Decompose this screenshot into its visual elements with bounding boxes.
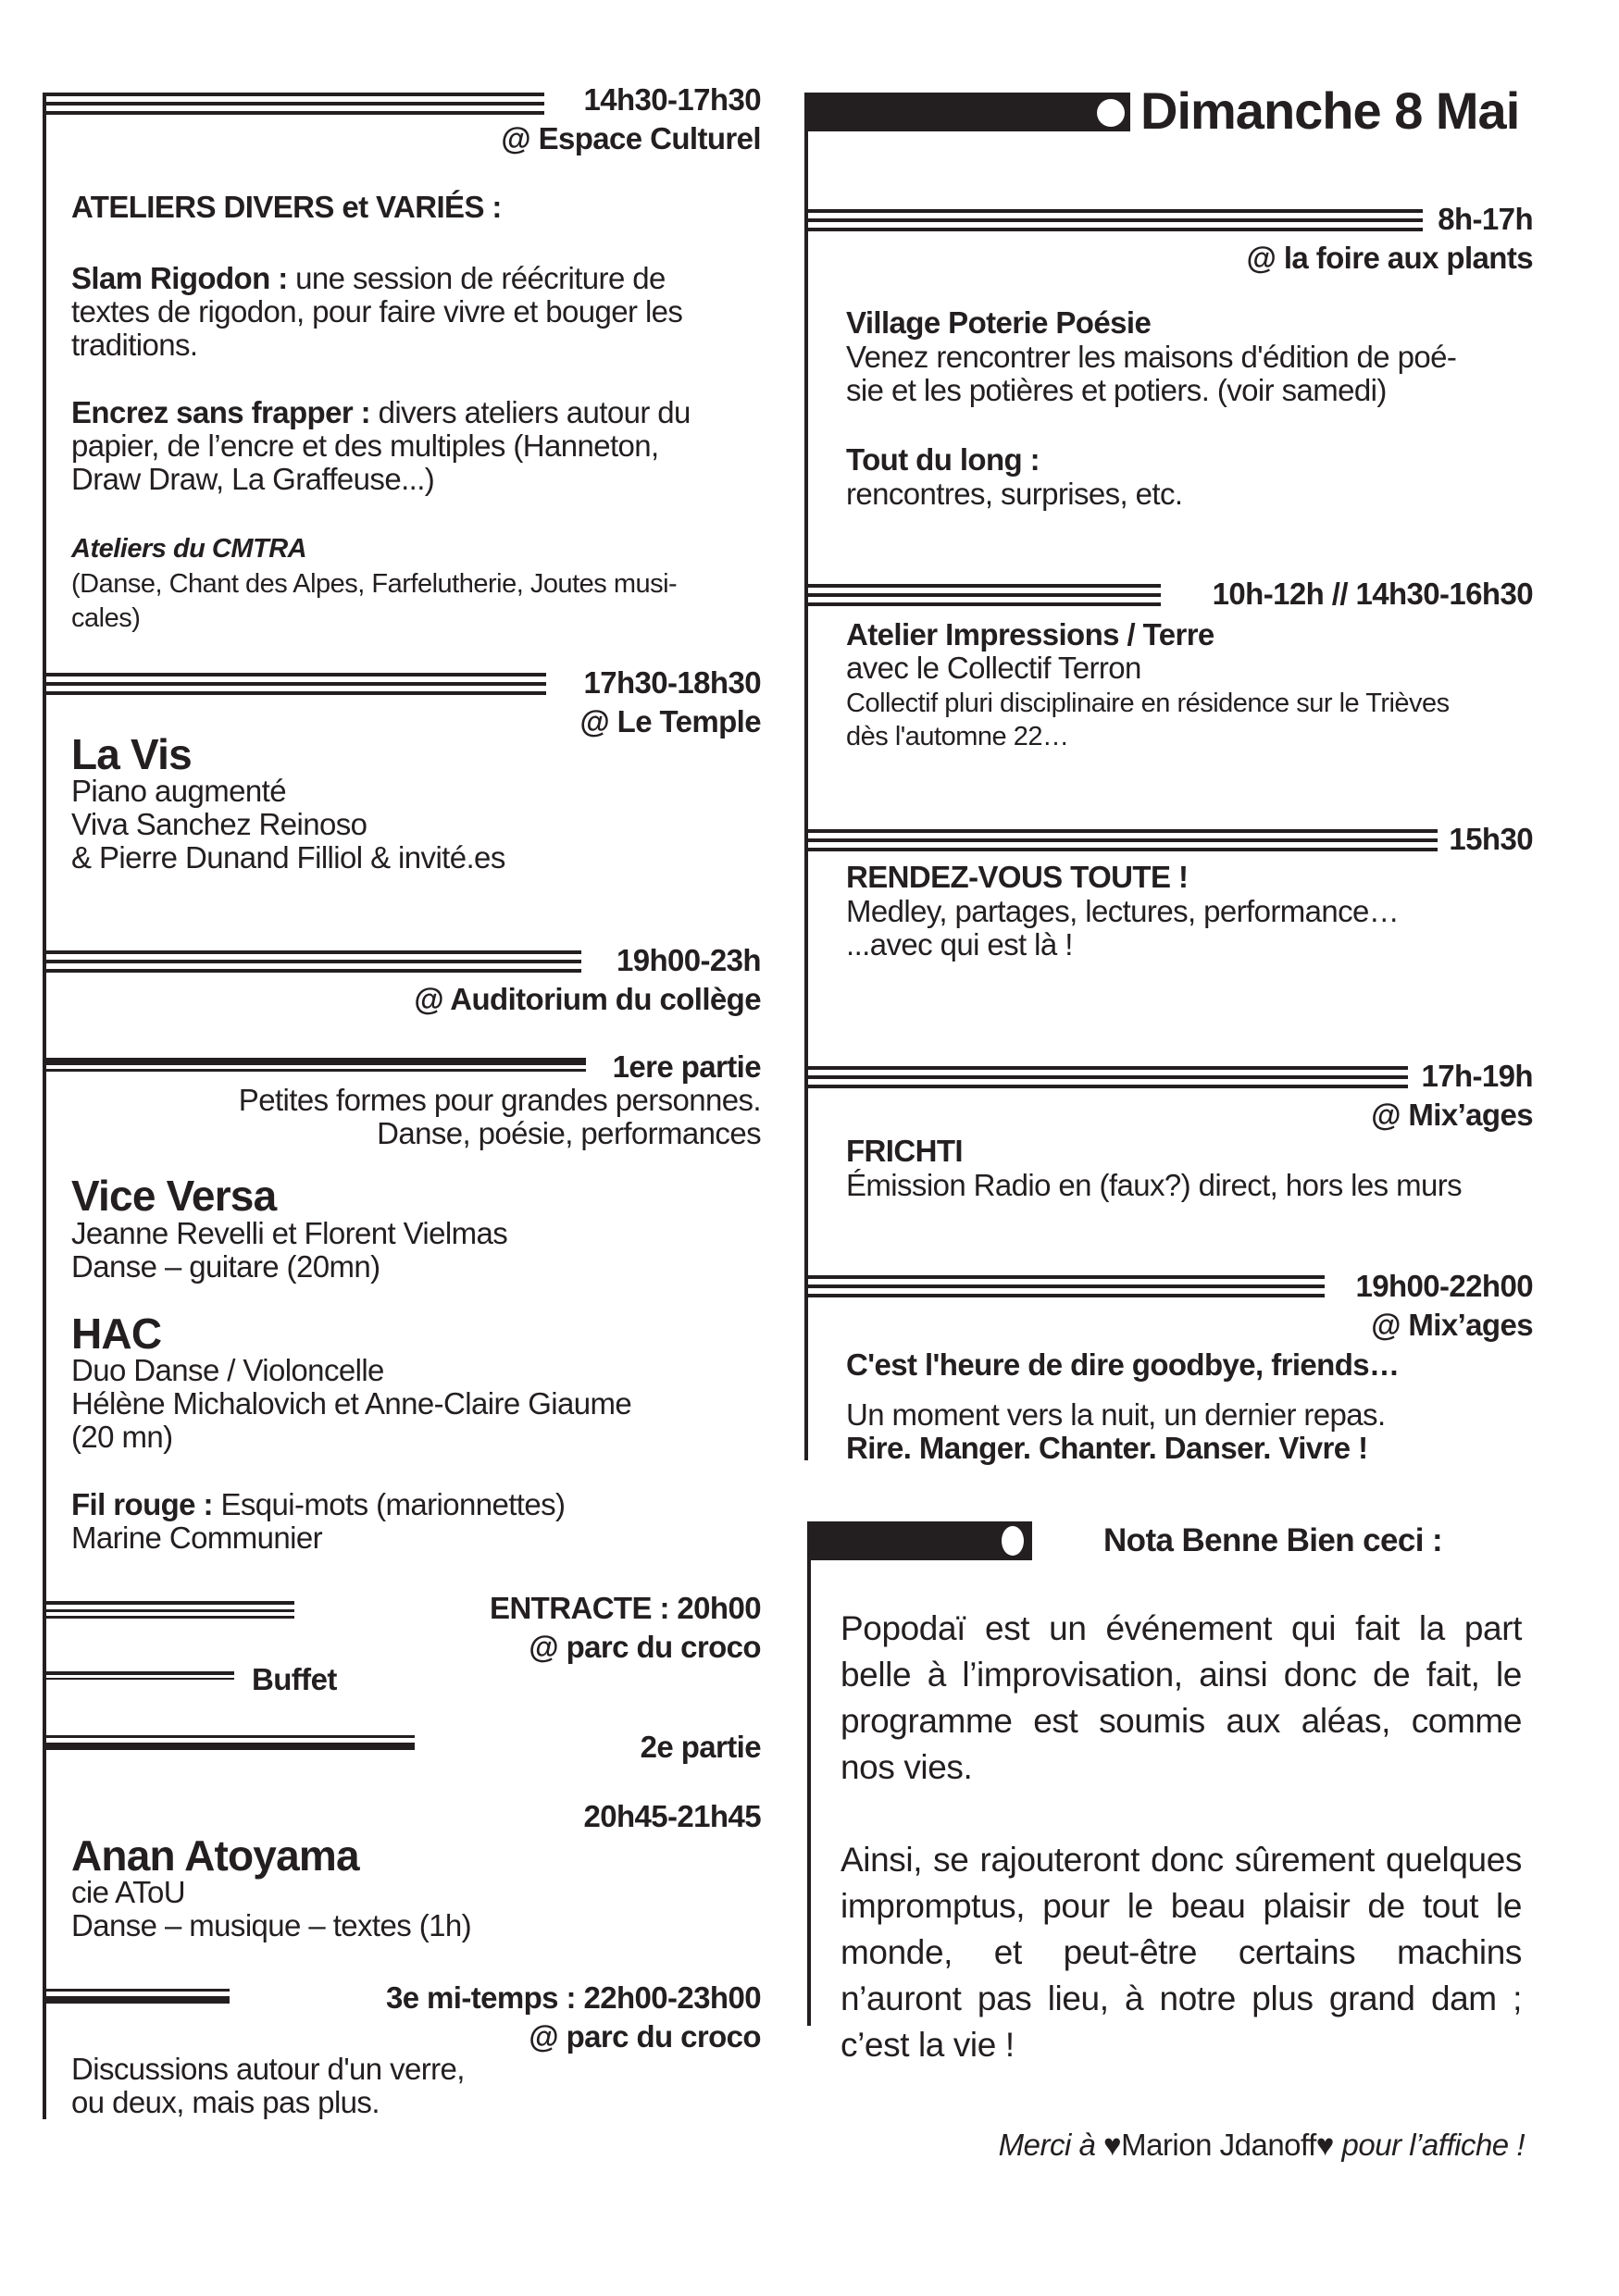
place-label: @ parc du croco	[529, 2019, 761, 2054]
nota-title: Nota Benne Bien ceci :	[1103, 1522, 1443, 1558]
triple-rule	[44, 950, 581, 971]
place-label: @ parc du croco	[529, 1630, 761, 1664]
event-line: Duo Danse / Violoncelle	[71, 1353, 384, 1387]
event-line: Danse – musique – textes (1h)	[71, 1908, 471, 1942]
paragraph-line: traditions.	[71, 328, 198, 362]
triple-rule	[806, 209, 1423, 230]
event-line: rencontres, surprises, etc.	[846, 477, 1183, 511]
encrez-label: Encrez sans frapper :	[71, 395, 371, 429]
part-label: 1ere partie	[612, 1049, 761, 1084]
event-line: ...avec qui est là !	[846, 927, 1073, 962]
time-label: 20h45-21h45	[583, 1799, 761, 1833]
event-title: Village Poterie Poésie	[846, 305, 1152, 340]
event-line: Discussions autour d'un verre,	[71, 2052, 465, 2086]
event-line: Émission Radio en (faux?) direct, hors les murs	[846, 1168, 1463, 1202]
event-title: Atelier Impressions / Terre	[846, 617, 1214, 652]
event-title: RENDEZ-VOUS TOUTE !	[846, 860, 1189, 894]
place-label: @ Mix’ages	[1371, 1308, 1533, 1342]
place-label: @ Auditorium du collège	[414, 982, 761, 1016]
event-line: Un moment vers la nuit, un dernier repas.	[846, 1397, 1386, 1432]
place-label: @ Le Temple	[579, 704, 761, 738]
time-label: 19h00-23h	[616, 943, 761, 977]
right-column-bar	[804, 93, 808, 1460]
nota-paragraph: Popodaï est un événement qui fait la part belle à l’improvisation, ainsi donc de fait, le programme est soumis aux aléas, comme nos vies.	[841, 1609, 1522, 1786]
fil-rouge-label: Fil rouge :	[71, 1487, 213, 1521]
part-rule	[44, 1058, 586, 1078]
event-title: La Vis	[71, 730, 192, 778]
event-line: Venez rencontrer les maisons d'édition de poé-	[846, 340, 1457, 374]
credit-line	[999, 2127, 1525, 2164]
paragraph	[71, 261, 666, 295]
part-rule	[44, 1735, 415, 1756]
text: Esqui-mots (marionnettes)	[212, 1487, 566, 1521]
event-line: avec le Collectif Terron	[846, 651, 1141, 685]
part-rule	[44, 1989, 230, 2009]
paragraph-line: textes de rigodon, pour faire vivre et bouger les	[71, 294, 683, 329]
event-line: sie et les potières et potiers. (voir samedi)	[846, 373, 1387, 407]
paragraph-line: cales)	[71, 603, 141, 633]
triple-rule	[806, 584, 1161, 604]
nota-bar	[807, 1521, 811, 2026]
text: une session de réécriture de	[287, 261, 666, 295]
mitemps-label: 3e mi-temps : 22h00-23h00	[385, 1980, 761, 2015]
event-line: Medley, partages, lectures, performance…	[846, 894, 1400, 928]
triple-rule	[44, 1601, 294, 1621]
triple-rule	[806, 1275, 1325, 1296]
event-line: cie AToU	[71, 1875, 185, 1909]
heart-icon: ♥	[1102, 2128, 1122, 2162]
paragraph-line: (Danse, Chant des Alpes, Farfelutherie, Joutes musi-	[71, 569, 678, 599]
fil-rouge	[71, 1487, 565, 1521]
time-label: 14h30-17h30	[583, 82, 761, 117]
part-subtitle: Petites formes pour grandes personnes.	[238, 1083, 761, 1117]
day-title: Dimanche 8 Mai	[1140, 81, 1520, 140]
credit-name: Marion Jdanoff	[1121, 2128, 1316, 2162]
nota-flag	[807, 1521, 1032, 1560]
entracte-label: ENTRACTE : 20h00	[490, 1591, 761, 1625]
heart-icon: ♥	[1315, 2128, 1334, 2162]
event-line: Marine Communier	[71, 1520, 322, 1555]
event-line: Viva Sanchez Reinoso	[71, 807, 367, 841]
double-rule	[44, 1671, 234, 1692]
time-label: 10h-12h // 14h30-16h30	[1212, 577, 1533, 611]
triple-rule	[44, 673, 546, 693]
time-label: 19h00-22h00	[1355, 1269, 1533, 1303]
paragraph-line: Draw Draw, La Graffeuse...)	[71, 462, 435, 496]
section-heading: ATELIERS DIVERS et VARIÉS :	[71, 190, 502, 224]
event-title: Vice Versa	[71, 1172, 277, 1220]
event-title: FRICHTI	[846, 1134, 963, 1168]
credit-prefix: Merci à	[998, 2128, 1103, 2162]
event-line: Jeanne Revelli et Florent Vielmas	[71, 1216, 508, 1250]
buffet-label: Buffet	[252, 1662, 337, 1696]
event-title: HAC	[71, 1309, 162, 1358]
paragraph-line: papier, de l’encre et des multiples (Hanneton,	[71, 428, 659, 463]
event-small: dès l'automne 22…	[846, 722, 1069, 751]
event-small: Collectif pluri disciplinaire en résidence sur le Trièves	[846, 689, 1450, 718]
event-bold-line: Rire. Manger. Chanter. Danser. Vivre !	[846, 1431, 1368, 1465]
time-label: 17h-19h	[1421, 1059, 1533, 1093]
event-title: C'est l'heure de dire goodbye, friends…	[846, 1347, 1400, 1382]
credit-suffix: pour l’affiche !	[1333, 2128, 1525, 2162]
cmtra-title: Ateliers du CMTRA	[71, 534, 307, 564]
triple-rule	[44, 93, 544, 113]
text: divers ateliers autour du	[370, 395, 691, 429]
part-subtitle: Danse, poésie, performances	[377, 1116, 761, 1150]
event-line: Hélène Michalovich et Anne-Claire Giaume	[71, 1386, 632, 1421]
event-line: (20 mn)	[71, 1420, 173, 1454]
event-line: & Pierre Dunand Filliol & invité.es	[71, 840, 505, 875]
circle-icon	[1002, 1526, 1024, 1556]
time-label: 15h30	[1449, 822, 1533, 856]
paragraph	[71, 395, 691, 429]
event-line: ou deux, mais pas plus.	[71, 2085, 380, 2119]
triple-rule	[806, 1066, 1408, 1086]
left-column-bar	[43, 93, 46, 2119]
place-label: @ la foire aux plants	[1246, 241, 1533, 275]
nota-paragraph: Ainsi, se rajouteront donc sûrement quelques impromptus, pour le beau plaisir de tout le monde, et peut-être certains machins n’auront pas lieu, à notre plus grand dam ; c’est la vie !	[841, 1841, 1522, 2064]
triple-rule	[806, 829, 1438, 850]
day-flag	[804, 93, 1130, 131]
place-label: @ Espace Culturel	[501, 121, 761, 155]
time-label: 17h30-18h30	[583, 665, 761, 700]
event-line: Danse – guitare (20mn)	[71, 1249, 380, 1284]
event-title: Tout du long :	[846, 442, 1040, 477]
circle-icon	[1097, 99, 1125, 127]
time-label: 8h-17h	[1438, 202, 1533, 236]
event-line: Piano augmenté	[71, 774, 286, 808]
part-label: 2e partie	[640, 1730, 761, 1764]
slam-label: Slam Rigodon :	[71, 261, 288, 295]
place-label: @ Mix’ages	[1371, 1098, 1533, 1132]
event-title: Anan Atoyama	[71, 1831, 359, 1880]
